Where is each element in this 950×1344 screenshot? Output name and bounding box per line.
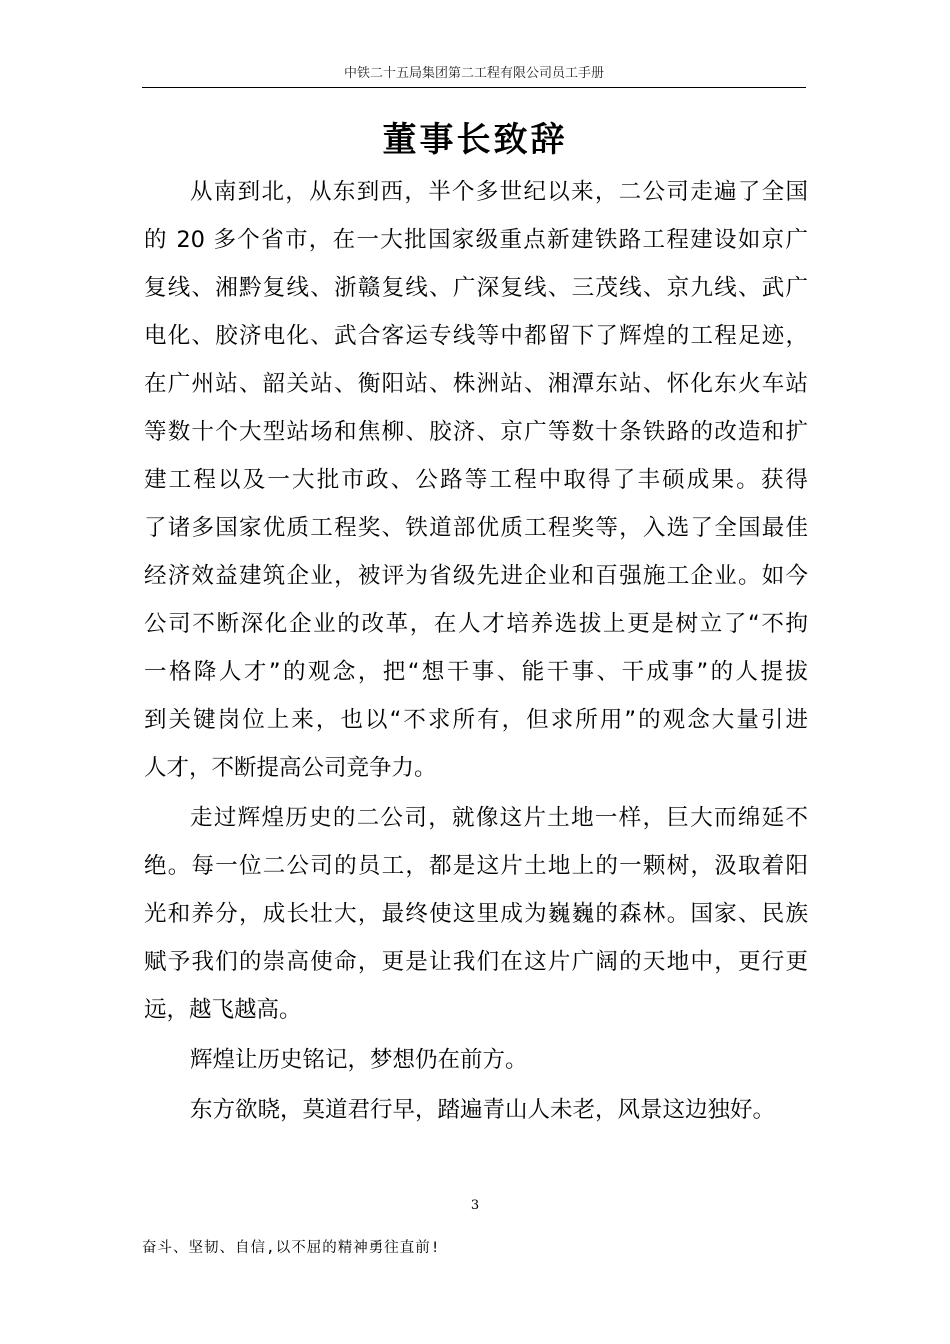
paragraph-1-line: 等数十个大型站场和焦柳、胶济、京广等数十条铁路的改造和扩: [144, 419, 808, 445]
paragraph-4-line: 东方欲晓，莫道君行早，踏遍青山人未老，风景这边独好。: [190, 1097, 776, 1123]
paragraph-1-line: 到关键岗位上来，也以“不求所有，但求所用”的观念大量引进: [144, 707, 808, 733]
paragraph-3-line: 辉煌让历史铭记，梦想仍在前方。: [190, 1047, 528, 1073]
paragraph-1-line: 从南到北，从东到西，半个多世纪以来，二公司走遍了全国: [190, 179, 808, 205]
paragraph-2-line: 走过辉煌历史的二公司，就像这片土地一样，巨大而绵延不: [190, 805, 808, 831]
paragraph-1-line: 电化、胶济电化、武合客运专线等中都留下了辉煌的工程足迹，: [144, 323, 808, 349]
paragraph-1-line: 复线、湘黔复线、浙赣复线、广深复线、三茂线、京九线、武广: [144, 275, 808, 301]
paragraph-1-line: 建工程以及一大批市政、公路等工程中取得了丰硕成果。获得: [144, 467, 808, 493]
paragraph-2-line: 赋予我们的崇高使命，更是让我们在这片广阔的天地中，更行更: [144, 949, 808, 975]
header-divider: [142, 87, 806, 88]
running-header: 中铁二十五局集团第二工程有限公司员工手册: [343, 66, 604, 81]
paragraph-1-line: 的 20 多个省市，在一大批国家级重点新建铁路工程建设如京广: [144, 227, 808, 253]
footer-motto: 奋斗、坚韧、自信,以不屈的精神勇往直前!: [142, 1240, 441, 1256]
paragraph-1-line: 一格降人才”的观念，把“想干事、能干事、干成事”的人提拔: [144, 659, 808, 685]
paragraph-1-line: 人才，不断提高公司竞争力。: [144, 755, 437, 781]
paragraph-1-line: 公司不断深化企业的改革，在人才培养选拔上更是树立了“不拘: [144, 611, 808, 637]
paragraph-2-line: 光和养分，成长壮大，最终使这里成为巍巍的森林。国家、民族: [144, 901, 808, 927]
page-title: 董事长致辞: [382, 120, 568, 160]
paragraph-1-line: 在广州站、韶关站、衡阳站、株洲站、湘潭东站、怀化东火车站: [144, 371, 808, 397]
paragraph-2-line: 远，越飞越高。: [144, 997, 302, 1023]
paragraph-1-line: 经济效益建筑企业，被评为省级先进企业和百强施工企业。如今: [144, 563, 808, 589]
page-number: 3: [470, 1198, 480, 1213]
paragraph-2-line: 绝。每一位二公司的员工，都是这片土地上的一颗树，汲取着阳: [144, 853, 808, 879]
paragraph-1-line: 了诸多国家优质工程奖、铁道部优质工程奖等，入选了全国最佳: [144, 515, 808, 541]
body-text: [144, 168, 808, 1134]
